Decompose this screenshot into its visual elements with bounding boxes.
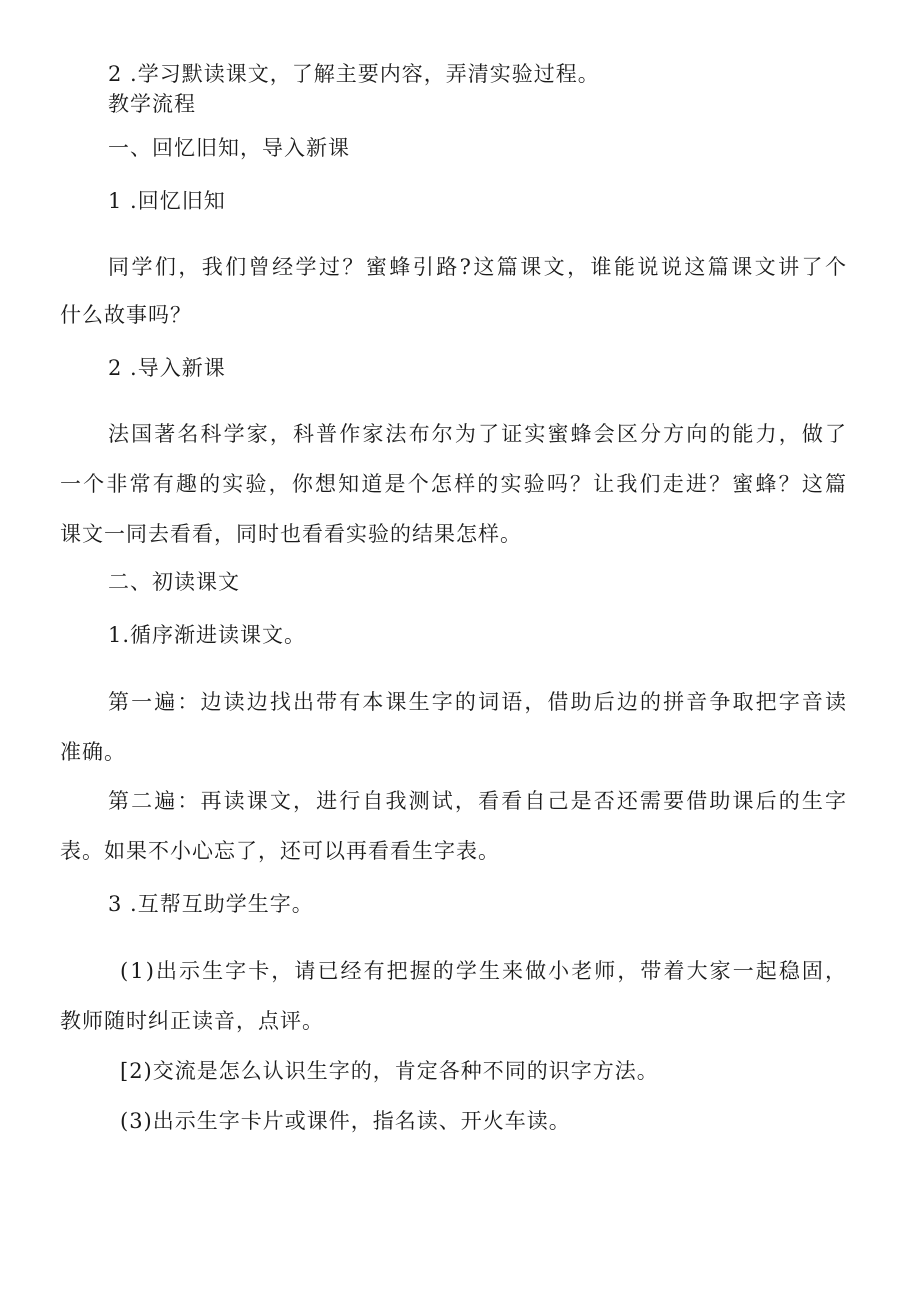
paragraph-recall-line-1-text: 同学们，我们曾经学过？蜜蜂引路?这篇课文，谁能说说这篇课文讲了个 [108, 255, 849, 279]
step-1-line-1 [120, 959, 849, 983]
paragraph-intro-line-1-text: 法国著名科学家，科普作家法布尔为了证实蜜蜂会区分方向的能力，做了 [108, 422, 849, 446]
paragraph-intro-line-1 [108, 422, 849, 446]
paragraph-intro-line-2 [60, 472, 849, 496]
step-2: [2)交流是怎么认识生字的，肯定各种不同的识字方法。 [120, 1059, 659, 1083]
paragraph-second-read-line-2: 表。如果不小心忘了，还可以再看看生字表。 [60, 839, 500, 863]
subheading-2-3: 3 .互帮互助学生字。 [108, 892, 314, 916]
section-heading-teaching-flow: 教学流程 [108, 92, 196, 116]
paragraph-first-read-line-1 [108, 690, 849, 714]
objective-2: 2 .学习默读课文，了解主要内容，弄清实验过程。 [108, 62, 600, 86]
subheading-1-2: 2 .导入新课 [108, 356, 226, 380]
paragraph-intro-line-2-text: 一个非常有趣的实验，你想知道是个怎样的实验吗？让我们走进？蜜蜂？这篇 [60, 472, 849, 496]
subheading-1-1: 1 .回忆旧知 [108, 189, 226, 213]
step-3: (3)出示生字卡片或课件，指名读、开火车读。 [120, 1109, 571, 1133]
paragraph-first-read-line-2: 准确。 [60, 740, 126, 764]
heading-part-1: 一、回忆旧知，导入新课 [108, 136, 350, 160]
subheading-2-1: 1.循序渐进读课文。 [108, 623, 307, 647]
paragraph-recall-line-1 [108, 255, 849, 279]
paragraph-second-read-line-1 [108, 789, 849, 813]
paragraph-intro-line-3: 课文一同去看看，同时也看看实验的结果怎样。 [60, 522, 522, 546]
step-1-line-2: 教师随时纠正读音，点评。 [60, 1009, 324, 1033]
heading-part-2: 二、初读课文 [108, 570, 240, 594]
paragraph-recall-line-2: 什么故事吗？ [60, 303, 192, 327]
paragraph-first-read-line-1-text: 第一遍：边读边找出带有本课生字的词语，借助后边的拼音争取把字音读 [108, 690, 849, 714]
step-1-line-1-text: (1)出示生字卡，请已经有把握的学生来做小老师，带着大家一起稳固， [120, 959, 849, 983]
paragraph-second-read-line-1-text: 第二遍：再读课文，进行自我测试，看看自己是否还需要借助课后的生字 [108, 789, 849, 813]
